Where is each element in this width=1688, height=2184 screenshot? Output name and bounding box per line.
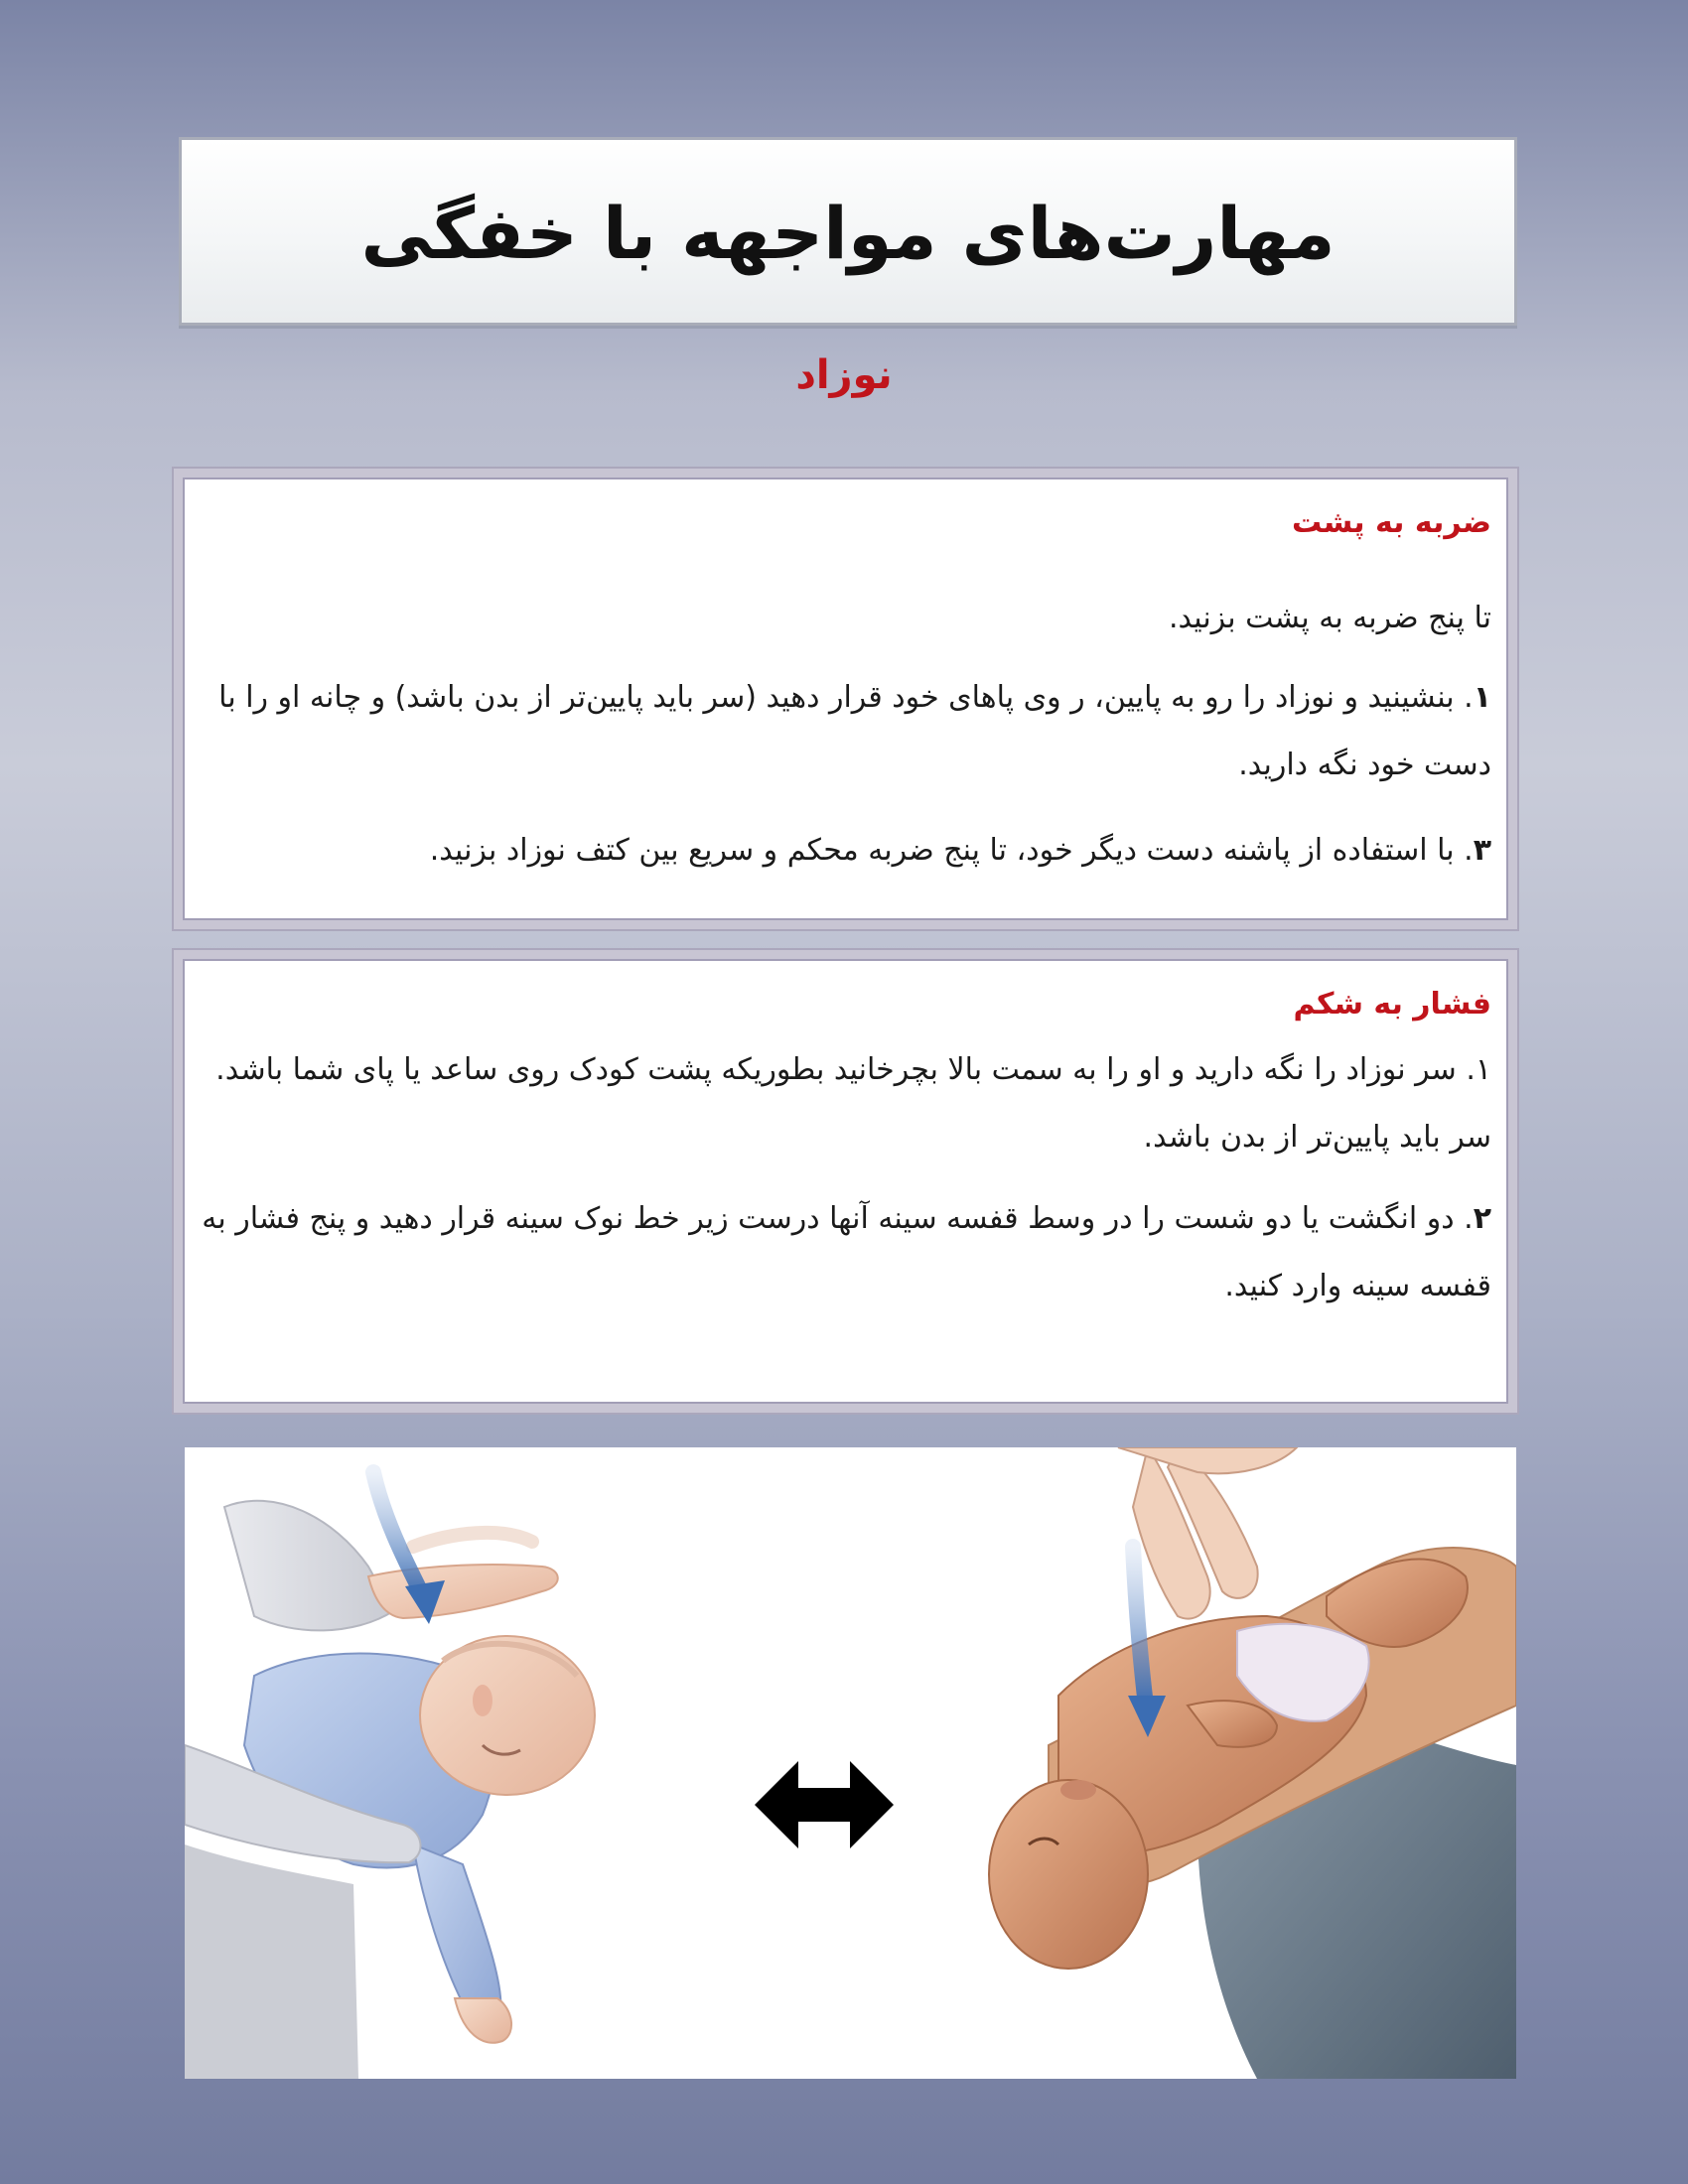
- chest-thrusts-step-2: [197, 1185, 1491, 1320]
- back-blows-section: [172, 467, 1519, 931]
- back-blows-figure: [185, 1472, 595, 2079]
- step-text: . دو انگشت یا دو شست را در وسط قفسه سینه آنها درست زیر خط نوک سینه قرار دهید و پنج فشار به قفسه سینه وارد کنید.: [202, 1201, 1491, 1303]
- chest-thrusts-figure: [989, 1447, 1516, 2079]
- baby-hand: [455, 1998, 511, 2043]
- step-number: ۳: [1473, 833, 1491, 868]
- illustration-svg: [185, 1447, 1516, 2079]
- baby-ear: [1060, 1780, 1096, 1800]
- back-blows-panel: [183, 478, 1508, 920]
- chest-thrusts-step-1: ۱. سر نوزاد را نگه دارید و او را به سمت بالا بچرخانید بطوریکه پشت کودک روی ساعد یا پای شما باشد. سر باید پایین‌تر از بدن باشد.: [215, 1052, 1491, 1155]
- page-title: مهارت‌های مواجهه با خفگی: [360, 192, 1336, 275]
- motion-blur: [413, 1533, 532, 1547]
- back-blows-intro: تا پنج ضربه به پشت بزنید.: [1169, 601, 1491, 635]
- choking-illustration: [185, 1447, 1516, 2079]
- adult-sleeve: [224, 1501, 393, 1631]
- step-text: . بنشینید و نوزاد را رو به پایین، ر وی پاهای خود قرار دهید (سر باید پایین‌تر از بدن باشد) و چانه او را با دست خود نگه دارید.: [218, 680, 1491, 782]
- title-banner: [179, 137, 1517, 326]
- back-blows-step-3: [197, 817, 1491, 885]
- double-arrow-icon: [755, 1761, 894, 1848]
- baby-arm-sleeve: [413, 1844, 500, 2022]
- step-number: ۱: [1473, 680, 1491, 715]
- baby-head: [989, 1780, 1148, 1969]
- baby-ear: [473, 1685, 492, 1716]
- adult-lap: [185, 1844, 358, 2079]
- chest-thrusts-section: [172, 948, 1519, 1415]
- step-number: ۲: [1473, 1201, 1491, 1236]
- step-text: . با استفاده از پاشنه دست دیگر خود، تا پنج ضربه محکم و سریع بین کتف نوزاد بزنید.: [429, 833, 1474, 868]
- chest-thrusts-panel: [183, 959, 1508, 1404]
- chest-thrusts-heading: فشار به شکم: [1293, 987, 1491, 1022]
- back-blows-step-1: [197, 664, 1491, 799]
- adult-hitting-hand: [368, 1565, 558, 1618]
- page-subtitle: نوزاد: [795, 352, 893, 398]
- back-blows-heading: ضربه به پشت: [1291, 505, 1491, 540]
